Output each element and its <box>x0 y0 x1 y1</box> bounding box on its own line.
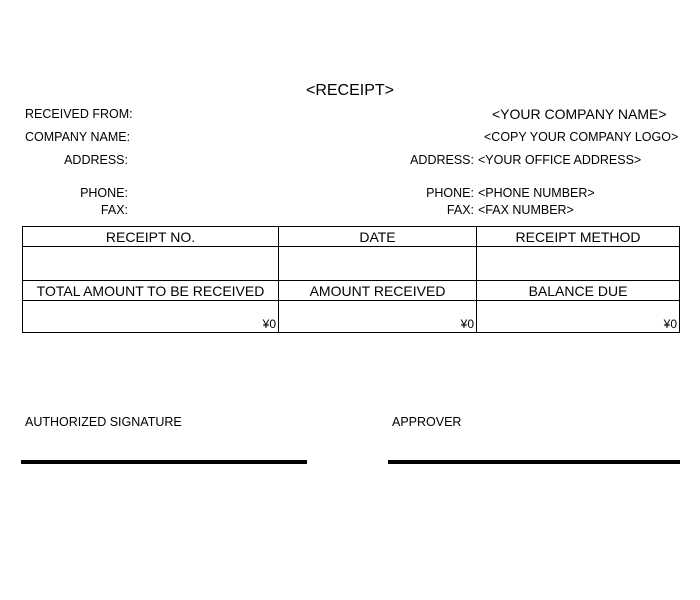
authorized-signature-label: AUTHORIZED SIGNATURE <box>25 415 182 429</box>
received-from-label: RECEIVED FROM: <box>25 107 133 121</box>
balance-due-cell[interactable]: ¥0 <box>477 301 680 333</box>
address-label: ADDRESS: <box>64 153 128 167</box>
approver-label: APPROVER <box>392 415 462 429</box>
date-header: DATE <box>279 227 477 247</box>
company-phone-label: PHONE: <box>426 186 474 200</box>
total-amount-header: TOTAL AMOUNT TO BE RECEIVED <box>23 281 279 301</box>
balance-due-header: BALANCE DUE <box>477 281 680 301</box>
date-cell[interactable] <box>279 247 477 281</box>
authorized-signature-line[interactable] <box>21 460 307 464</box>
approver-signature-line[interactable] <box>388 460 680 464</box>
receipt-method-cell[interactable] <box>477 247 680 281</box>
phone-label: PHONE: <box>80 186 128 200</box>
receipt-method-header: RECEIPT METHOD <box>477 227 680 247</box>
company-fax-label: FAX: <box>446 203 474 217</box>
amount-received-cell[interactable]: ¥0 <box>279 301 477 333</box>
receipt-table <box>22 226 680 333</box>
your-company-name: <YOUR COMPANY NAME> <box>492 106 667 122</box>
receipt-title: <RECEIPT> <box>305 82 395 99</box>
receipt-no-cell[interactable] <box>23 247 279 281</box>
amount-received-header: AMOUNT RECEIVED <box>279 281 477 301</box>
receipt-no-header: RECEIPT NO. <box>23 227 279 247</box>
total-amount-cell[interactable]: ¥0 <box>23 301 279 333</box>
company-address: <YOUR OFFICE ADDRESS> <box>478 153 642 167</box>
company-fax: <FAX NUMBER> <box>478 203 574 217</box>
company-address-label: ADDRESS: <box>410 153 474 167</box>
fax-label: FAX: <box>100 203 128 217</box>
company-logo-placeholder: <COPY YOUR COMPANY LOGO> <box>484 130 679 144</box>
company-name-label: COMPANY NAME: <box>25 130 131 144</box>
company-phone: <PHONE NUMBER> <box>478 186 595 200</box>
